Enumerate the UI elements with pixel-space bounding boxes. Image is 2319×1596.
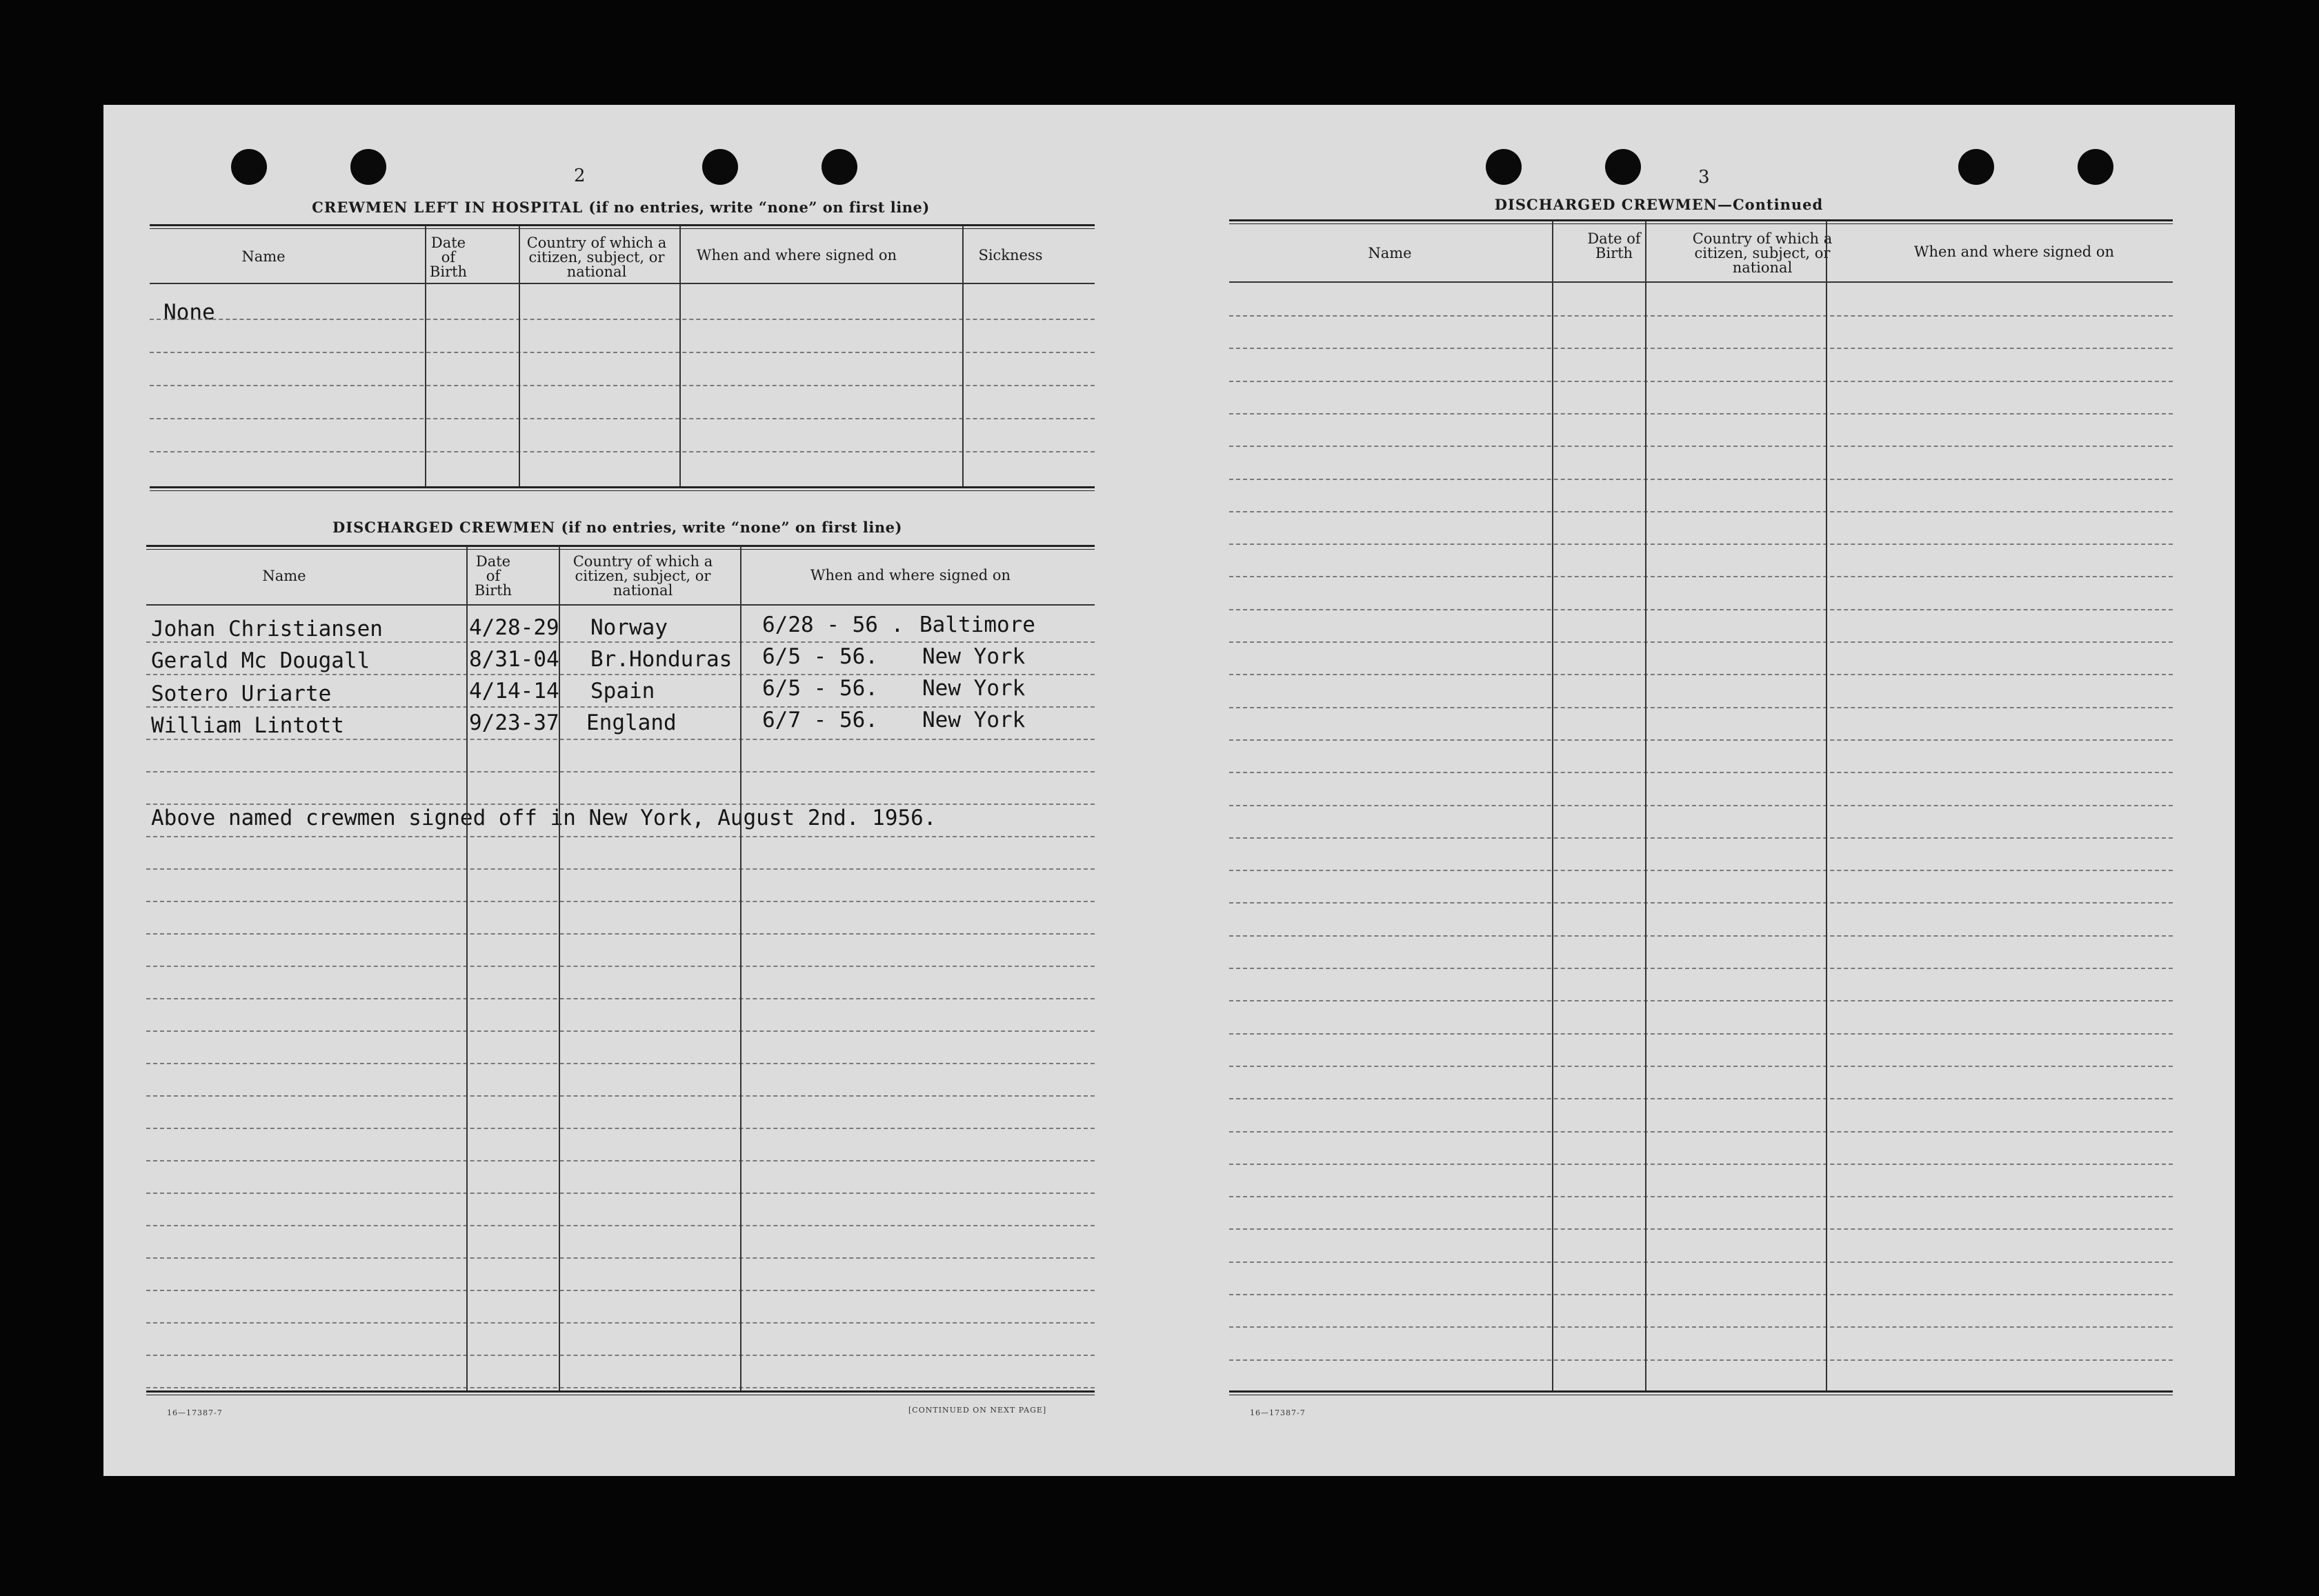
ruled-line [1229, 935, 2173, 937]
ruled-line [146, 966, 1095, 967]
ruled-line [1229, 1066, 2173, 1067]
punch-hole [1605, 149, 1641, 185]
discharge-remark: Above named crewmen signed off in New York, August 2nd. 1956. [151, 806, 937, 830]
discharged-header-dob: Date of Birth [474, 553, 512, 599]
right-header-when-where: When and where signed on [1913, 243, 2115, 260]
punch-hole [350, 149, 386, 185]
discharged-header-country: Country of which a citizen, subject, or national [573, 553, 713, 599]
crew-dob: 8/31-04 [469, 647, 559, 672]
ruled-line [1229, 348, 2173, 349]
hospital-title: CREWMEN LEFT IN HOSPITAL [312, 199, 584, 216]
crew-dob: 4/28-29 [469, 615, 559, 640]
crew-signed-on-place: New York [922, 708, 1026, 732]
crew-name: Sotero Uriarte [151, 681, 332, 706]
ruled-line [1229, 479, 2173, 480]
right-page [1169, 105, 2235, 1476]
crew-signed-on-place: Baltimore [919, 612, 1035, 637]
crew-country: England [586, 710, 677, 735]
ruled-line [150, 319, 1095, 320]
ruled-line [146, 1063, 1095, 1064]
crew-name: Gerald Mc Dougall [151, 648, 370, 673]
ruled-line [1229, 968, 2173, 969]
ruled-line [146, 1322, 1095, 1324]
crew-name: Johan Christiansen [151, 617, 383, 641]
ruled-line [146, 641, 1095, 643]
ruled-line [1229, 1294, 2173, 1295]
crew-country: Spain [590, 679, 655, 704]
right-bottom-rule [1229, 1390, 2173, 1395]
right-header-name: Name [1368, 245, 1412, 261]
ruled-line [1229, 1131, 2173, 1133]
form-number: 16—17387-7 [1250, 1408, 1306, 1417]
ruled-line [150, 385, 1095, 386]
ruled-line [1229, 315, 2173, 317]
ruled-line [150, 418, 1095, 419]
discharged-header-when-where: When and where signed on [810, 567, 1011, 583]
discharged-bottom-rule [146, 1390, 1095, 1395]
column-divider [1552, 221, 1553, 1390]
discharged-header-name: Name [262, 568, 306, 584]
hospital-section-title [241, 199, 1000, 216]
punch-hole [1958, 149, 1994, 185]
hospital-header-when-where: When and where signed on [696, 247, 897, 263]
ruled-line [1229, 446, 2173, 447]
ruled-line [1229, 1098, 2173, 1099]
right-header-rule [1229, 281, 2173, 283]
ruled-line [146, 901, 1095, 902]
ruled-line [146, 1355, 1095, 1356]
page-number: 3 [1698, 167, 1710, 188]
hospital-top-rule [150, 224, 1095, 229]
column-divider [1826, 221, 1827, 1390]
column-divider [425, 226, 426, 486]
discharged-section-title [255, 519, 979, 536]
discharged-top-rule [146, 545, 1095, 550]
punch-hole [1486, 149, 1522, 185]
ruled-line [1229, 1326, 2173, 1328]
hospital-bottom-rule [150, 486, 1095, 491]
ruled-line [146, 1128, 1095, 1129]
crew-signed-on-place: New York [922, 676, 1026, 701]
ruled-line [1229, 707, 2173, 708]
column-divider [962, 226, 964, 486]
column-divider [466, 546, 468, 1390]
ruled-line [146, 804, 1095, 805]
ruled-line [1229, 1033, 2173, 1035]
hospital-note: (if no entries, write “none” on first line) [588, 199, 930, 216]
ruled-line [1229, 1196, 2173, 1197]
ruled-line [146, 1257, 1095, 1259]
hospital-header-rule [150, 283, 1095, 284]
ruled-line [146, 1225, 1095, 1226]
ruled-line [150, 352, 1095, 353]
ruled-line [1229, 1261, 2173, 1263]
ruled-line [1229, 1359, 2173, 1361]
ruled-line [146, 868, 1095, 870]
form-number: 16—17387-7 [167, 1408, 223, 1417]
ruled-line [1229, 413, 2173, 415]
column-divider [679, 226, 681, 486]
ruled-line [1229, 1000, 2173, 1001]
punch-hole [702, 149, 738, 185]
ruled-line [146, 933, 1095, 935]
ruled-line [1229, 902, 2173, 904]
ruled-line [146, 1290, 1095, 1291]
ruled-line [1229, 511, 2173, 512]
ruled-line [1229, 837, 2173, 839]
crew-country: Br.Honduras [590, 647, 733, 672]
ruled-line [1229, 1164, 2173, 1165]
right-header-dob: Date of Birth [1587, 230, 1641, 261]
hospital-header-name: Name [241, 248, 286, 265]
ruled-line [146, 771, 1095, 772]
crew-signed-on-place: New York [922, 644, 1026, 669]
left-page [103, 105, 1169, 1476]
right-header-country: Country of which a citizen, subject, or national [1692, 230, 1833, 276]
crew-dob: 4/14-14 [469, 679, 559, 704]
ruled-line [146, 1095, 1095, 1097]
crew-signed-on-date: 6/7 - 56. [762, 708, 878, 732]
crew-signed-on-date: 6/5 - 56. [762, 676, 878, 701]
crew-signed-on-date: 6/28 - 56 . [762, 612, 904, 637]
ruled-line [1229, 805, 2173, 806]
column-divider [740, 546, 742, 1390]
ruled-line [1229, 609, 2173, 610]
ruled-line [1229, 739, 2173, 741]
ruled-line [1229, 381, 2173, 382]
discharged-continued-title: DISCHARGED CREWMEN—Continued [1494, 196, 1824, 213]
ruled-line [1229, 674, 2173, 675]
crew-dob: 9/23-37 [469, 710, 559, 735]
crew-country: Norway [590, 615, 668, 640]
discharged-title: DISCHARGED CREWMEN [332, 519, 556, 536]
discharged-header-rule [146, 604, 1095, 606]
hospital-header-dob: Date of Birth [429, 235, 468, 280]
continued-note: [CONTINUED ON NEXT PAGE] [908, 1406, 1047, 1415]
ruled-line [146, 674, 1095, 675]
crew-signed-on-date: 6/5 - 56. [762, 644, 878, 669]
crew-name: William Lintott [151, 713, 344, 738]
ruled-line [146, 739, 1095, 740]
ruled-line [1229, 870, 2173, 871]
page-number: 2 [574, 166, 586, 186]
column-divider [1645, 221, 1646, 1390]
ruled-line [1229, 1228, 2173, 1230]
form-sheet [103, 105, 2235, 1476]
column-divider [559, 546, 560, 1390]
ruled-line [150, 451, 1095, 452]
ruled-line [146, 836, 1095, 837]
punch-hole [231, 149, 267, 185]
punch-hole [822, 149, 857, 185]
ruled-line [1229, 576, 2173, 577]
hospital-header-sickness: Sickness [978, 247, 1043, 263]
ruled-line [146, 1193, 1095, 1194]
ruled-line [1229, 772, 2173, 773]
right-top-rule [1229, 219, 2173, 224]
ruled-line [146, 1160, 1095, 1161]
hospital-entry: None [163, 300, 215, 325]
discharged-note: (if no entries, write “none” on first line) [561, 519, 902, 536]
column-divider [519, 226, 520, 486]
ruled-line [1229, 641, 2173, 643]
ruled-line [146, 1030, 1095, 1032]
hospital-header-country: Country of which a citizen, subject, or national [526, 235, 667, 280]
ruled-line [1229, 543, 2173, 545]
ruled-line [146, 1387, 1095, 1388]
ruled-line [146, 998, 1095, 999]
punch-hole [2078, 149, 2113, 185]
